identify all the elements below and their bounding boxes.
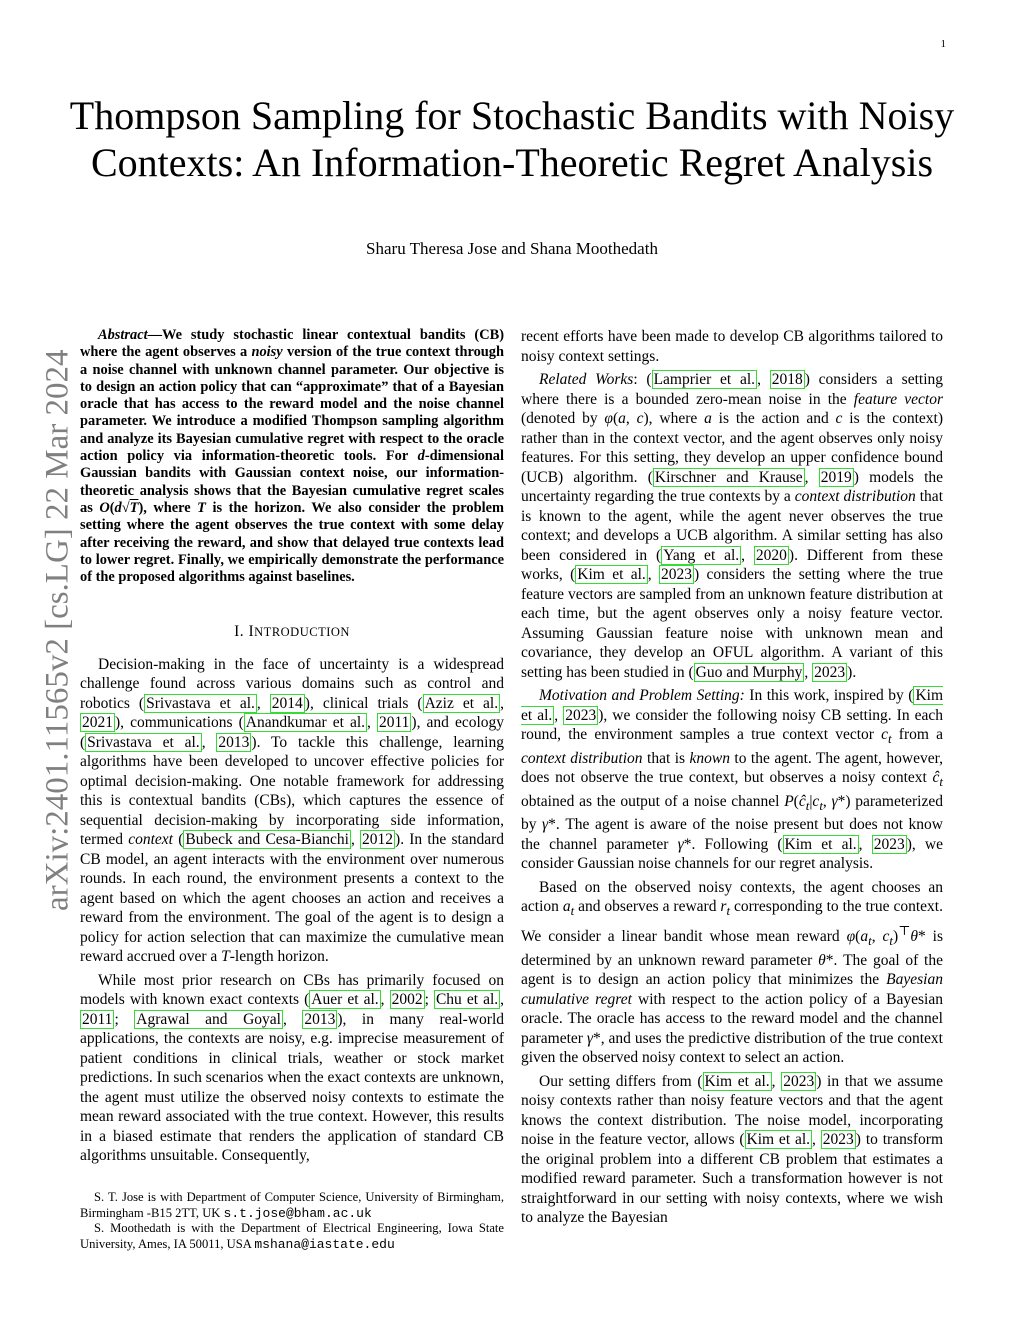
footnotes: [80, 1190, 504, 1252]
footnote-moothedath: S. Moothedath is with the Department of Electrical Engineering, Iowa State University, Ames, IA 50011, USA mshana@iastate.edu: [80, 1221, 504, 1252]
arxiv-stamp: arXiv:2401.11565v2 [cs.LG] 22 Mar 2024: [39, 349, 76, 911]
motivation-paragraph: Motivation and Problem Setting: In this work, inspired by ( Kim et al. , 2023 ), we consider the following noisy CB setting. In each round, the environment samples a true context vector $c_t$ from a context distribution that is known to the agent. The agent, however, does not observe the true context, but observes a noisy context $ĉ_t$ obtained as the output of a noise channel $P(ĉ_t|c_t$, γ*) parameterized by γ*. The agent is aware of the noise present but does not know the channel parameter γ*. Following ( Kim et al. , 2023 ), we consider Gaussian noise channels for our regret analysis.: [521, 687, 944, 873]
right-column: [521, 327, 943, 1228]
section-heading-introduction: I. INTRODUCTION: [234, 623, 350, 641]
left-column: [80, 327, 504, 1166]
observed-contexts-paragraph: Based on the observed noisy contexts, the agent chooses an action $a_t$ and observes a reward $r_t$ corresponding to the true context. We consider a linear bandit whose mean reward $\varphi(a_t$, $c_t)^⊤\theta*$ is determined by an unknown reward parameter θ*. The goal of the agent is to design an action policy that minimizes the Bayesian cumulative regret with respect to the action policy of a Bayesian oracle. The oracle has access to the reward model and the channel parameter γ*, and uses the predictive distribution of the true context given the observed noisy context to select an action.: [521, 878, 944, 1067]
abstract: Abstract—We study stochastic linear contextual bandits (CB) where the agent observes a noisy version of the true context through a noise channel with unknown channel parameter. Our objective is to design an action policy that can “approximate” that of a Bayesian oracle that has access to the reward model and the noise channel parameter. We introduce a modified Thompson sampling algorithm and analyze its Bayesian cumulative regret with respect to the oracle action policy via information-theoretic tools. For d-dimensional Gaussian bandits with Gaussian context noise, our information-theoretic analysis shows that the Bayesian cumulative regret scales as O(d√T), where T is the horizon. We also consider the problem setting where the agent observes the true context with some delay after receiving the reward, and show that delayed true contexts lead to lower regret. Finally, we empirically demonstrate the performance of the proposed algorithms against baselines.: [80, 327, 504, 586]
paper-title: Thompson Sampling for Stochastic Bandits with Noisy Contexts: An Information-Theoretic Regret Analysis: [69, 93, 955, 185]
paper-authors: Sharu Theresa Jose and Shana Moothedath: [366, 239, 658, 258]
intro-paragraph-2-cont: recent efforts have been made to develop CB algorithms tailored to noisy context settings.: [521, 328, 943, 365]
related-works-paragraph: Related Works: ( Lamprier et al. , 2018 ) considers a setting where there is a bounded zero-mean noise in the feature vector (denoted by φ(a, c), where a is the action and c is the context) rather than in the context vector, and the agent observes only noisy features. For this setting, they develop an upper confidence bound (UCB) algorithm. ( Kirschner and Krause , 2019 ) models the uncertainty regarding the true contexts by a context distribution that is known to the agent, while the agent never observes the true context; and develops a UCB algorithm. A similar setting has also been considered in ( Yang et al. , 2020 ). Different from these works, ( Kim et al. , 2023 ) considers the setting where the true feature vectors are sampled from an unknown feature distribution at each time, but the agent observes only a noisy feature vector. Assuming Gaussian feature noise with unknown mean and covariance, they develop an OFUL algorithm. A variant of this setting has been studied in ( Guo and Murphy , 2023 ).: [521, 371, 944, 681]
intro-paragraph-2: While most prior research on CBs has primarily focused on models with known exact contexts ( Auer et al. , 2002 ; Chu et al. , 2011 ; Agrawal and Goyal , 2013 ), in many real-world applications, the contexts are noisy, e.g. imprecise measurement of patient conditions in clinical trials, weather or stock market predictions. In such scenarios when the exact contexts are unknown, the agent must utilize the observed noisy contexts to estimate the mean reward associated with the true context. However, this results in a biased estimate that renders the application of standard CB algorithms unsuitable. Consequently,: [80, 971, 505, 1165]
footnote-jose: S. T. Jose is with Department of Computer Science, University of Birmingham, Birmingham -B15 2TT, UK s.t.jose@bham.ac.uk: [80, 1190, 504, 1221]
page-number: 1: [940, 38, 946, 50]
intro-paragraph-1: Decision-making in the face of uncertainty is a widespread challenge found across various domains such as control and robotics ( Srivastava et al. , 2014 ), clinical trials ( Aziz et al. , 2021 ), communications ( Anandkumar et al. , 2011 ), and ecology ( Srivastava et al. , 2013 ). To tackle this challenge, learning algorithms have been developed to uncover effective policies for optimal decision-making. One notable framework for addressing this is contextual bandits (CBs), which captures the essence of sequential decision-making by incorporating side information, termed context ( Bubeck and Cesa-Bianchi , 2012 ). In the standard CB model, an agent interacts with the environment over numerous rounds. In each round, the environment presents a context to the agent based on which the agent chooses an action and receives a reward from the environment. The goal of the agent is to design a policy for action selection that can maximize the cumulative mean reward accrued over a T-length horizon.: [80, 655, 505, 966]
setting-differs-paragraph: Our setting differs from ( Kim et al. , 2023 ) in that we assume noisy contexts rather than noisy feature vectors and that the agent knows the context distribution. The noise model, incorporating noise in the feature vector, allows ( Kim et al. , 2023 ) to transform the original problem into a different CB problem that estimates a modified reward parameter. Such a transformation however is not straightforward in our setting with noisy contexts, where we wish to analyze the Bayesian: [521, 1072, 943, 1227]
